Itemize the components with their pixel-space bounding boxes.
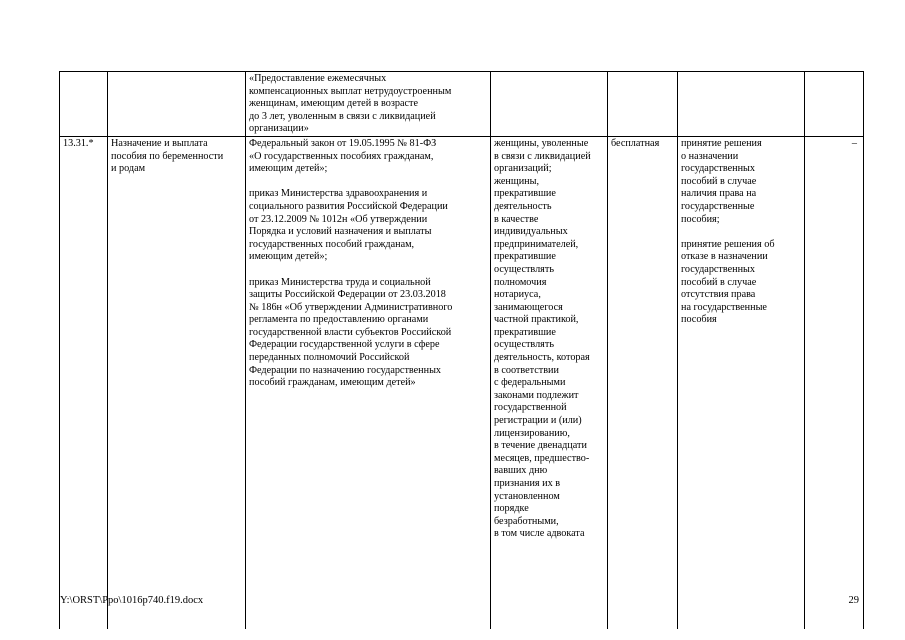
cell-procedure: Назначение и выплата пособия по беременности и родам xyxy=(108,136,246,629)
services-table xyxy=(59,71,864,629)
cell-procedure xyxy=(108,72,246,137)
footer-file-path: Y:\ORST\Ppo\1016p740.f19.docx xyxy=(60,595,204,606)
cell-applicants xyxy=(491,72,608,137)
cell-result: принятие решения о назначении государственных пособий в случае наличия права на государственные пособия; принятие решения об отказе в назначении государственных пособий в случае отсутствия права на государственные пособия xyxy=(678,136,805,629)
cell-fee: бесплатная xyxy=(608,136,678,629)
cell-fee xyxy=(608,72,678,137)
cell-number xyxy=(60,72,108,137)
cell-documents: Федеральный закон от 19.05.1995 № 81-ФЗ «О государственных пособиях гражданам, имеющим детей»; приказ Министерства здравоохранения и социального развития Российской Федерации от 23.12.2009 № 1012н «Об утверждении Порядка и условий назначения и выплаты государственных пособий гражданам, имеющим детей»; приказ Министерства труда и социальной защиты Российской Федерации от 23.03.2018 № 186н «Об утверждении Административного регламента по предоставлению органами государственной власти субъектов Российской Федерации государственной услуги в сфере переданных полномочий Российской Федерации по назначению государственных пособий гражданам, имеющим детей» xyxy=(246,136,491,629)
table-row xyxy=(60,136,864,629)
page-number: 29 xyxy=(848,595,859,606)
table-row xyxy=(60,72,864,137)
cell-extra xyxy=(805,72,864,137)
cell-extra: – xyxy=(805,136,864,629)
cell-documents: «Предоставление ежемесячных компенсационных выплат нетрудоустроенным женщинам, имеющим детей в возрасте до 3 лет, уволенным в связи с ликвидацией организации» xyxy=(246,72,491,137)
cell-applicants: женщины, уволенные в связи с ликвидацией организаций; женщины, прекратившие деятельность в качестве индивидуальных предпринимателей, прекратившие осуществлять полномочия нотариуса, занимающегося частной практикой, прекратившие осуществлять деятельность, которая в соответствии с федеральными законами подлежит государственной регистрации и (или) лицензированию, в течение двенадцати месяцев, предшество- вавших дню признания их в установленном порядке безработными, в том числе адвоката xyxy=(491,136,608,629)
cell-number: 13.31.* xyxy=(60,136,108,629)
cell-result xyxy=(678,72,805,137)
